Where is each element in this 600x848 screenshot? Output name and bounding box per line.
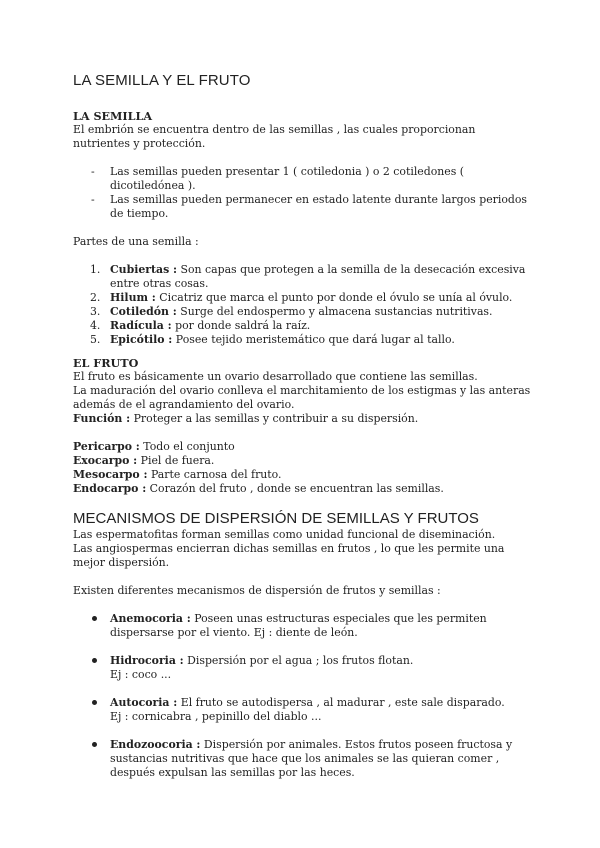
document-body <box>73 109 533 794</box>
list-number: 3. <box>90 305 101 318</box>
layer-desc: Corazón del fruto , donde se encuentran las semillas. <box>146 482 444 495</box>
layer-line <box>73 454 533 468</box>
list-number: 1. <box>90 263 101 276</box>
layer-desc: Todo el conjunto <box>139 440 235 453</box>
mechanisms-list <box>73 612 533 780</box>
dispersion-heading: MECANISMOS DE DISPERSIÓN DE SEMILLAS Y FRUTOS <box>73 510 479 527</box>
dispersion-intro: Existen diferentes mecanismos de dispersión de frutos y semillas : <box>73 584 441 597</box>
fruto-line1: El fruto es básicamente un ovario desarrollado que contiene las semillas. <box>73 370 478 383</box>
list-number: 2. <box>90 291 101 304</box>
layer-line <box>73 440 533 454</box>
funcion-term: Función : <box>73 412 131 425</box>
mechanism-desc: Poseen unas estructuras especiales que les permiten dispersarse por el viento. Ej : diente de león. <box>110 612 487 639</box>
part-desc: Posee tejido meristemático que dará lugar al tallo. <box>172 333 455 346</box>
bullet-icon <box>92 658 97 663</box>
list-item <box>73 305 533 319</box>
layer-term: Mesocarpo : <box>73 468 148 481</box>
parts-list <box>73 263 533 347</box>
layer-desc: Piel de fuera. <box>137 454 215 467</box>
list-number: 4. <box>90 319 101 332</box>
list-item <box>73 738 533 780</box>
part-desc: Son capas que protegen a la semilla de la desecación excesiva entre otras cosas. <box>110 263 526 290</box>
mechanism-example: Ej : cornicabra , pepinillo del diablo ... <box>110 710 322 723</box>
mechanism-term: Anemocoria : <box>110 612 191 625</box>
list-item <box>73 291 533 305</box>
part-term: Cubiertas : <box>110 263 178 276</box>
layer-term: Endocarpo : <box>73 482 147 495</box>
mechanism-example: Ej : coco ... <box>110 668 172 681</box>
bullet-icon <box>92 616 97 621</box>
layer-desc: Parte carnosa del fruto. <box>147 468 282 481</box>
part-term: Epicótilo : <box>110 333 173 346</box>
fruto-heading: EL FRUTO <box>73 356 139 370</box>
layer-line <box>73 482 533 496</box>
mechanism-term: Endozoocoria : <box>110 738 201 751</box>
list-item <box>73 319 533 333</box>
semilla-dash-list <box>73 165 533 221</box>
list-item: - Las semillas pueden presentar 1 ( cotiledonia ) o 2 cotiledones ( dicotiledónea ). <box>73 165 533 193</box>
semilla-heading: LA SEMILLA <box>73 109 153 123</box>
dispersion-line1: Las espermatofitas forman semillas como unidad funcional de diseminación. <box>73 528 496 541</box>
document-title: LA SEMILLA Y EL FRUTO <box>73 72 251 89</box>
fruto-line2: La maduración del ovario conlleva el marchitamiento de los estigmas y las anteras además de el agrandamiento del ovario. <box>73 384 531 411</box>
layer-term: Pericarpo : <box>73 440 140 453</box>
mechanism-desc: El fruto se autodispersa , al madurar , este sale disparado. <box>177 696 505 709</box>
part-desc: Cicatriz que marca el punto por donde el óvulo se unía al óvulo. <box>155 291 513 304</box>
mechanism-desc: Dispersión por el agua ; los frutos flotan. <box>183 654 414 667</box>
layer-line <box>73 468 533 482</box>
part-term: Cotiledón : <box>110 305 177 318</box>
layer-term: Exocarpo : <box>73 454 138 467</box>
bullet-icon <box>92 742 97 747</box>
mechanism-term: Autocoria : <box>110 696 178 709</box>
part-desc: Surge del endospermo y almacena sustancias nutritivas. <box>176 305 493 318</box>
dispersion-line2: Las angiospermas encierran dichas semillas en frutos , lo que les permite una mejor dispersión. <box>73 542 505 569</box>
semilla-intro: El embrión se encuentra dentro de las semillas , las cuales proporcionan nutrientes y protección. <box>73 123 476 150</box>
list-item <box>73 696 533 724</box>
part-term: Radícula : <box>110 319 172 332</box>
mechanism-desc: Dispersión por animales. Estos frutos poseen fructosa y sustancias nutritivas que hace que los animales se las quieran comer , después expulsan las semillas por las heces. <box>110 738 513 779</box>
list-item <box>73 263 533 291</box>
bullet-icon <box>92 700 97 705</box>
funcion-line <box>73 412 533 426</box>
part-desc: por donde saldrá la raíz. <box>171 319 311 332</box>
list-item <box>73 654 533 682</box>
list-item <box>73 612 533 640</box>
parts-intro: Partes de una semilla : <box>73 235 199 248</box>
funcion-desc: Proteger a las semillas y contribuir a su dispersión. <box>130 412 419 425</box>
list-item <box>73 333 533 347</box>
list-item: - Las semillas pueden permanecer en estado latente durante largos periodos de tiempo. <box>73 193 533 221</box>
list-number: 5. <box>90 333 101 346</box>
part-term: Hilum : <box>110 291 156 304</box>
mechanism-term: Hidrocoria : <box>110 654 184 667</box>
